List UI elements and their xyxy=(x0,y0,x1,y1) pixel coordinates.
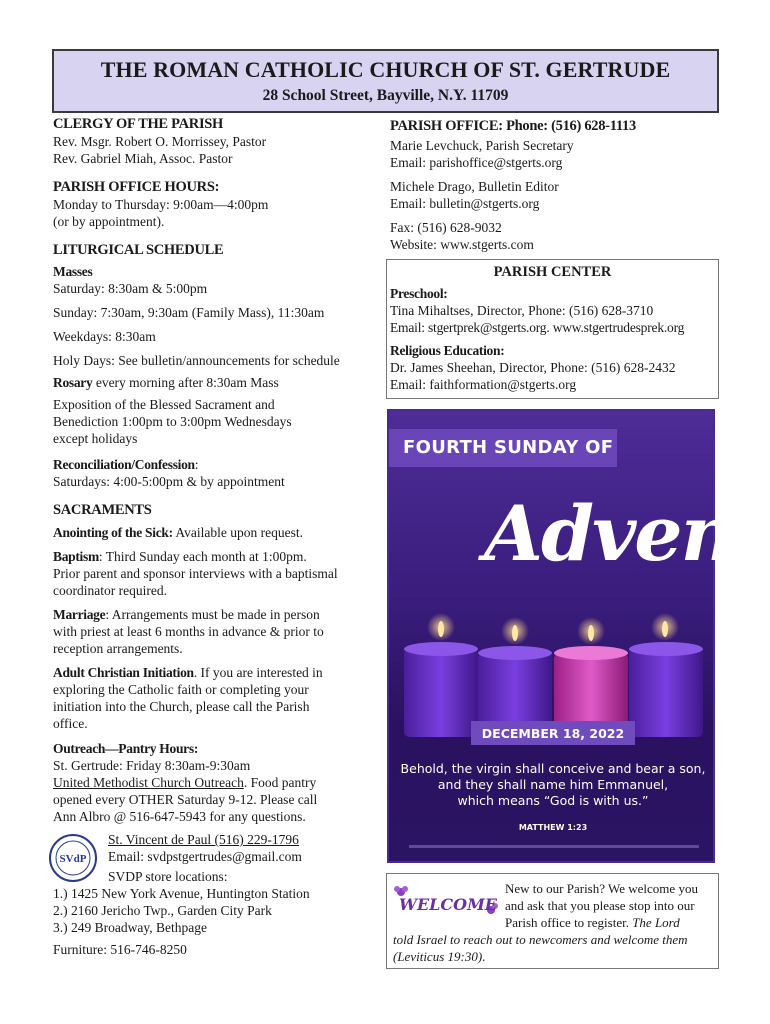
clergy-line: Rev. Msgr. Robert O. Morrissey, Pastor xyxy=(53,134,267,149)
advent-candles-icon xyxy=(389,609,717,739)
parish-center-heading: PARISH CENTER xyxy=(493,264,612,280)
religious-ed-line: Dr. James Sheehan, Director, Phone: (516) 628-2432 xyxy=(390,360,676,375)
welcome-line: and ask that you please stop into our xyxy=(505,898,695,913)
outreach-line: St. Gertrude: Friday 8:30am-9:30am xyxy=(53,758,251,773)
poster-verse xyxy=(389,761,717,809)
office-email: Email: parishoffice@stgerts.org xyxy=(390,155,563,170)
umc-outreach-text: . Food pantry xyxy=(243,775,317,790)
candle-1 xyxy=(404,613,478,737)
parish-center-box xyxy=(386,259,719,399)
verse-line: and they shall name him Emmanuel, xyxy=(437,777,669,792)
office-secretary: Marie Levchuck, Parish Secretary xyxy=(390,138,574,153)
anointing-text: Available upon request. xyxy=(172,525,304,540)
rosary-text: every morning after 8:30am Mass xyxy=(92,375,279,390)
office-hours-line: (or by appointment). xyxy=(53,214,165,229)
rosary-line xyxy=(53,374,378,391)
welcome-word: WELCOME xyxy=(399,895,497,914)
marriage-line: reception arrangements. xyxy=(53,641,183,656)
office-hours-heading: PARISH OFFICE HOURS: xyxy=(53,179,220,195)
religious-ed-line: Email: faithformation@stgerts.org xyxy=(390,377,577,392)
office-hours-line: Monday to Thursday: 9:00am—4:00pm xyxy=(53,197,269,212)
svdp-furniture: Furniture: 516-746-8250 xyxy=(53,942,187,957)
marriage-line: with priest at least 6 months in advance & prior to xyxy=(53,624,324,639)
adult-initiation-line: initiation into the Church, please call the Parish xyxy=(53,699,310,714)
candle-4 xyxy=(629,613,703,737)
liturgical-heading: LITURGICAL SCHEDULE xyxy=(53,242,224,258)
anointing-line xyxy=(53,524,378,541)
svdp-stores-label: SVDP store locations: xyxy=(108,869,228,884)
poster-reference: MATTHEW 1:23 xyxy=(518,823,588,832)
welcome-citation: (Leviticus 19:30) xyxy=(393,949,483,964)
left-column xyxy=(53,116,378,958)
svdp-email: Email: svdpstgertrudes@gmail.com xyxy=(108,849,302,864)
adult-initiation-text: . If you are interested in xyxy=(193,665,323,680)
exposition-line: Exposition of the Blessed Sacrament and xyxy=(53,397,275,412)
preschool-label: Preschool: xyxy=(390,286,448,301)
church-address: 28 School Street, Bayville, N.Y. 11709 xyxy=(262,87,509,104)
verse-line: which means “God is with us.” xyxy=(457,793,649,808)
clergy-heading: CLERGY OF THE PARISH xyxy=(53,116,224,132)
sacraments-heading: SACRAMENTS xyxy=(53,502,152,518)
poster-copyright-strip xyxy=(409,845,699,848)
mass-weekdays: Weekdays: 8:30am xyxy=(53,329,156,344)
outreach-heading: Outreach—Pantry Hours: xyxy=(53,741,199,756)
reconciliation-label: Reconciliation/Confession xyxy=(53,457,195,472)
parish-office-heading: PARISH OFFICE: Phone: (516) 628-1113 xyxy=(390,118,636,134)
welcome-period: . xyxy=(482,949,486,964)
welcome-italic: The Lord xyxy=(632,915,680,930)
preschool-line: Tina Mihaltses, Director, Phone: (516) 628-3710 xyxy=(390,303,654,318)
baptism-line xyxy=(53,548,378,565)
svdp-logo-icon xyxy=(47,832,99,884)
baptism-label: Baptism xyxy=(53,549,99,564)
office-editor-email: Email: bulletin@stgerts.org xyxy=(390,196,540,211)
baptism-line: Prior parent and sponsor interviews with a baptismal xyxy=(53,566,338,581)
umc-outreach-link[interactable]: United Methodist Church Outreach xyxy=(53,775,244,790)
reconciliation-text: Saturdays: 4:00-5:00pm & by appointment xyxy=(53,474,285,489)
masses-label: Masses xyxy=(53,264,93,279)
exposition-line: except holidays xyxy=(53,431,138,446)
baptism-text: : Third Sunday each month at 1:00pm. xyxy=(98,549,307,564)
mass-sunday: Sunday: 7:30am, 9:30am (Family Mass), 11:30am xyxy=(53,305,325,320)
svdp-store: 2.) 2160 Jericho Twp., Garden City Park xyxy=(53,903,272,918)
mass-saturday: Saturday: 8:30am & 5:00pm xyxy=(53,281,208,296)
marriage-label: Marriage xyxy=(53,607,106,622)
exposition-line: Benediction 1:00pm to 3:00pm Wednesdays xyxy=(53,414,292,429)
reconciliation-label-line xyxy=(53,456,378,473)
poster-date: DECEMBER 18, 2022 xyxy=(471,721,635,745)
adult-initiation-label: Adult Christian Initiation xyxy=(53,665,194,680)
marriage-text: : Arrangements must be made in person xyxy=(105,607,320,622)
svdp-name-link[interactable]: St. Vincent de Paul (516) 229-1796 xyxy=(108,832,299,847)
svdp-store: 3.) 249 Broadway, Bethpage xyxy=(53,920,207,935)
mass-holy-days: Holy Days: See bulletin/announcements for schedule xyxy=(53,353,340,368)
office-editor: Michele Drago, Bulletin Editor xyxy=(390,179,559,194)
office-website: Website: www.stgerts.com xyxy=(390,237,534,252)
welcome-line: told Israel to reach out to newcomers and welcome them xyxy=(393,932,688,947)
religious-ed-label: Religious Education: xyxy=(390,343,505,358)
church-title: THE ROMAN CATHOLIC CHURCH OF ST. GERTRUDE xyxy=(100,57,671,82)
clergy-line: Rev. Gabriel Miah, Assoc. Pastor xyxy=(53,151,233,166)
adult-initiation-line: exploring the Catholic faith or completing your xyxy=(53,682,309,697)
poster-advent-script: Advent xyxy=(484,489,767,578)
outreach-umc-line xyxy=(53,774,378,791)
reconciliation-colon: : xyxy=(194,457,199,472)
adult-initiation-line xyxy=(53,664,378,681)
svdp-block xyxy=(53,831,378,885)
welcome-line: New to our Parish? We welcome you xyxy=(505,881,698,896)
welcome-line-5 xyxy=(393,948,712,965)
welcome-box xyxy=(386,873,719,969)
welcome-line: Parish office to register. xyxy=(505,915,633,930)
advent-poster xyxy=(387,409,767,863)
poster-title: FOURTH SUNDAY OF xyxy=(389,429,617,467)
right-column xyxy=(390,118,720,253)
verse-line: Behold, the virgin shall conceive and bear a son, xyxy=(400,761,706,776)
marriage-line xyxy=(53,606,378,623)
adult-initiation-line: office. xyxy=(53,716,88,731)
outreach-line: Ann Albro @ 516-647-5943 for any questions. xyxy=(53,809,306,824)
svdp-logo-text: SVdP xyxy=(59,853,87,865)
baptism-line: coordinator required. xyxy=(53,583,167,598)
preschool-line: Email: stgertprek@stgerts.org. www.stgertrudesprek.org xyxy=(390,320,685,335)
anointing-label: Anointing of the Sick: xyxy=(53,525,173,540)
svdp-store: 1.) 1425 New York Avenue, Huntington Station xyxy=(53,886,310,901)
bulletin-header xyxy=(52,49,719,113)
welcome-flowers-icon xyxy=(391,882,501,922)
office-fax: Fax: (516) 628-9032 xyxy=(390,220,502,235)
rosary-label: Rosary xyxy=(53,375,93,390)
outreach-line: opened every OTHER Saturday 9-12. Please call xyxy=(53,792,318,807)
